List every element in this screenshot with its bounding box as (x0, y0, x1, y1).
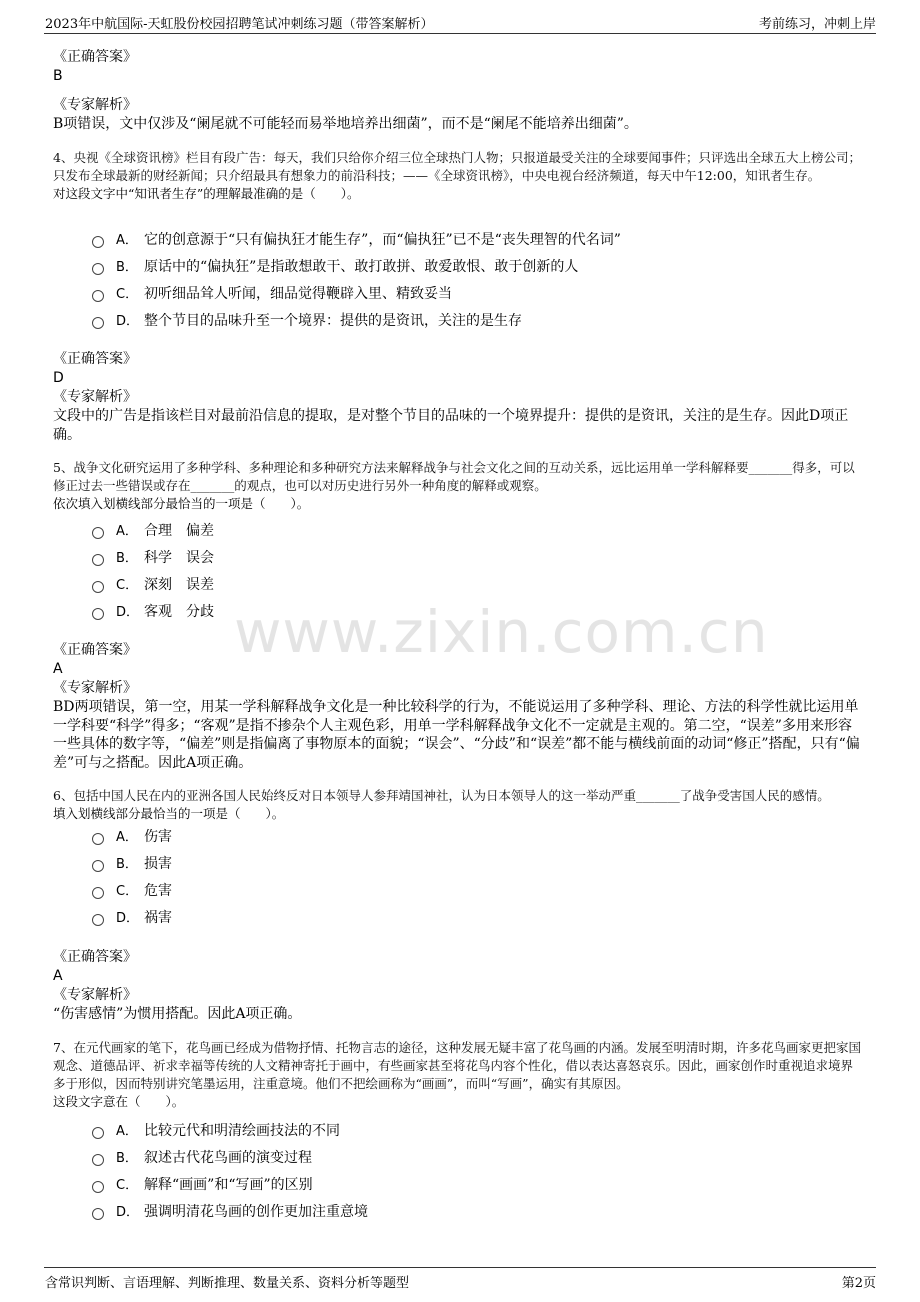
question-6 (53, 787, 865, 823)
question-7 (53, 1039, 865, 1111)
explanation-text: “伤害感情”为惯用搭配。因此A项正确。 (53, 1006, 302, 1022)
radio-icon[interactable] (92, 581, 104, 593)
option-a[interactable]: A． 合理 偏差 (92, 516, 852, 543)
expert-label: 《专家解析》 (53, 987, 137, 1003)
explanation-text: BD两项错误，第一空，用某一学科解释战争文化是一种比较科学的行为，不能说运用了多种学科、理论、方法的科学性就比运用单一学科要“科学”得多；“客观”是指不掺杂个人主观色彩，用单一学科解释战争文化不一定就是主观的。第二空，“误差”多用来形容一些具体的数字等，“偏差”则是指偏离了事物原本的面貌；“误会”、“分歧”和“误差”都不能与横线前面的动词“修正”搭配，只有“偏差”可与之搭配。因此A项正确。 (53, 699, 860, 771)
answer-value: A (53, 661, 63, 677)
header-slogan: 考前练习，冲刺上岸 (758, 17, 876, 32)
option-d[interactable]: D． 强调明清花鸟画的创作更加注重意境 (92, 1197, 852, 1224)
radio-icon[interactable] (92, 236, 104, 248)
radio-icon[interactable] (92, 887, 104, 899)
question-prompt: 填入划横线部分最恰当的一项是（ ）。 (53, 806, 285, 821)
expert-label: 《专家解析》 (53, 97, 137, 113)
document-title: 2023年中航国际-天虹股份校园招聘笔试冲刺练习题（带答案解析） (45, 17, 434, 32)
radio-icon[interactable] (92, 1127, 104, 1139)
question-4-options (92, 225, 852, 333)
option-d[interactable]: D． 整个节目的品味升至一个境界：提供的是资讯，关注的是生存 (92, 306, 852, 333)
option-c[interactable]: C． 初听细品耸人听闻，细品觉得鞭辟入里、精致妥当 (92, 279, 852, 306)
footer-divider (44, 1267, 876, 1268)
answer-label: 《正确答案》 (53, 49, 137, 65)
radio-icon[interactable] (92, 833, 104, 845)
option-b[interactable]: B． 叙述古代花鸟画的演变过程 (92, 1143, 852, 1170)
question-4 (53, 149, 865, 203)
option-b[interactable]: B． 原话中的“偏执狂”是指敢想敢干、敢打敢拼、敢爱敢恨、敢于创新的人 (92, 252, 852, 279)
option-d[interactable]: D． 祸害 (92, 903, 852, 930)
question-prompt: 依次填入划横线部分最恰当的一项是（ ）。 (53, 496, 310, 511)
radio-icon[interactable] (92, 263, 104, 275)
watermark: www.zixin.com.cn (234, 598, 769, 666)
question-prompt: 这段文字意在（ ）。 (53, 1094, 185, 1109)
radio-icon[interactable] (92, 1208, 104, 1220)
option-a[interactable]: A． 比较元代和明清绘画技法的不同 (92, 1116, 852, 1143)
expert-label: 《专家解析》 (53, 680, 137, 696)
question-stem: 4、央视《全球资讯榜》栏目有段广告：每天，我们只给你介绍三位全球热门人物；只报道最受关注的全球要闻事件；只评选出全球五大上榜公司；只发布全球最新的财经新闻；只介绍最具有想象力的前沿科技；——《全球资讯榜》，中央电视台经济频道，每天中午12:00，知讯者生存。 (53, 150, 861, 183)
question-5-answer (53, 641, 865, 772)
option-a[interactable]: A． 它的创意源于“只有偏执狂才能生存”，而“偏执狂”已不是“丧失理智的代名词” (92, 225, 852, 252)
option-c[interactable]: C． 解释“画画”和“写画”的区别 (92, 1170, 852, 1197)
answer-value: D (53, 370, 64, 386)
answer-label: 《正确答案》 (53, 949, 137, 965)
option-b[interactable]: B． 科学 误会 (92, 543, 852, 570)
radio-icon[interactable] (92, 608, 104, 620)
question-6-options (92, 822, 852, 930)
prev-answer-block (53, 48, 865, 86)
radio-icon[interactable] (92, 317, 104, 329)
header-divider (44, 33, 876, 34)
radio-icon[interactable] (92, 860, 104, 872)
page-header (0, 0, 920, 34)
option-a[interactable]: A． 伤害 (92, 822, 852, 849)
question-5-options (92, 516, 852, 624)
option-d[interactable]: D． 客观 分歧 (92, 597, 852, 624)
question-7-options (92, 1116, 852, 1224)
option-c[interactable]: C． 危害 (92, 876, 852, 903)
answer-value: B (53, 68, 63, 84)
option-c[interactable]: C． 深刻 误差 (92, 570, 852, 597)
expert-label: 《专家解析》 (53, 389, 137, 405)
answer-label: 《正确答案》 (53, 642, 137, 658)
radio-icon[interactable] (92, 1154, 104, 1166)
question-stem: 6、包括中国人民在内的亚洲各国人民始终反对日本领导人参拜靖国神社，认为日本领导人的这一举动严重_______了战争受害国人民的感情。 (53, 788, 830, 803)
question-prompt: 对这段文字中“知讯者生存”的理解最准确的是（ ）。 (53, 186, 360, 201)
radio-icon[interactable] (92, 914, 104, 926)
explanation-text: B项错误，文中仅涉及“阑尾就不可能轻而易举地培养出细菌”，而不是“阑尾不能培养出细菌”。 (53, 116, 638, 132)
question-stem: 5、战争文化研究运用了多种学科、多种理论和多种研究方法来解释战争与社会文化之间的互动关系，远比运用单一学科解释要_______得多，可以修正过去一些错误或存在_______的观点，也可以对历史进行另外一种角度的解释或观察。 (53, 460, 855, 493)
answer-value: A (53, 968, 63, 984)
option-b[interactable]: B． 损害 (92, 849, 852, 876)
radio-icon[interactable] (92, 554, 104, 566)
question-5 (53, 459, 865, 513)
radio-icon[interactable] (92, 527, 104, 539)
question-stem: 7、在元代画家的笔下，花鸟画已经成为借物抒情、托物言志的途径，这种发展无疑丰富了花鸟画的内涵。发展至明清时期，许多花鸟画家更把家国观念、道德品评、祈求幸福等传统的人文精神寄托于画中，有些画家甚至将花鸟内容个性化，借以表达喜怒哀乐。因此，画家创作时重视追求境界多于形似，因而特别讲究笔墨运用，注重意境。他们不把绘画称为“画画”，而叫“写画”，确实有其原因。 (53, 1040, 861, 1091)
radio-icon[interactable] (92, 1181, 104, 1193)
question-6-answer (53, 948, 865, 1024)
footer-note: 含常识判断、言语理解、判断推理、数量关系、资料分析等题型 (45, 1276, 410, 1291)
radio-icon[interactable] (92, 290, 104, 302)
question-4-answer (53, 350, 865, 444)
prev-explain-block (53, 96, 865, 134)
page-number: 第2页 (841, 1276, 876, 1291)
answer-label: 《正确答案》 (53, 351, 137, 367)
explanation-text: 文段中的广告是指该栏目对最前沿信息的提取，是对整个节目的品味的一个境界提升：提供的是资讯，关注的是生存。因此D项正确。 (53, 408, 849, 443)
